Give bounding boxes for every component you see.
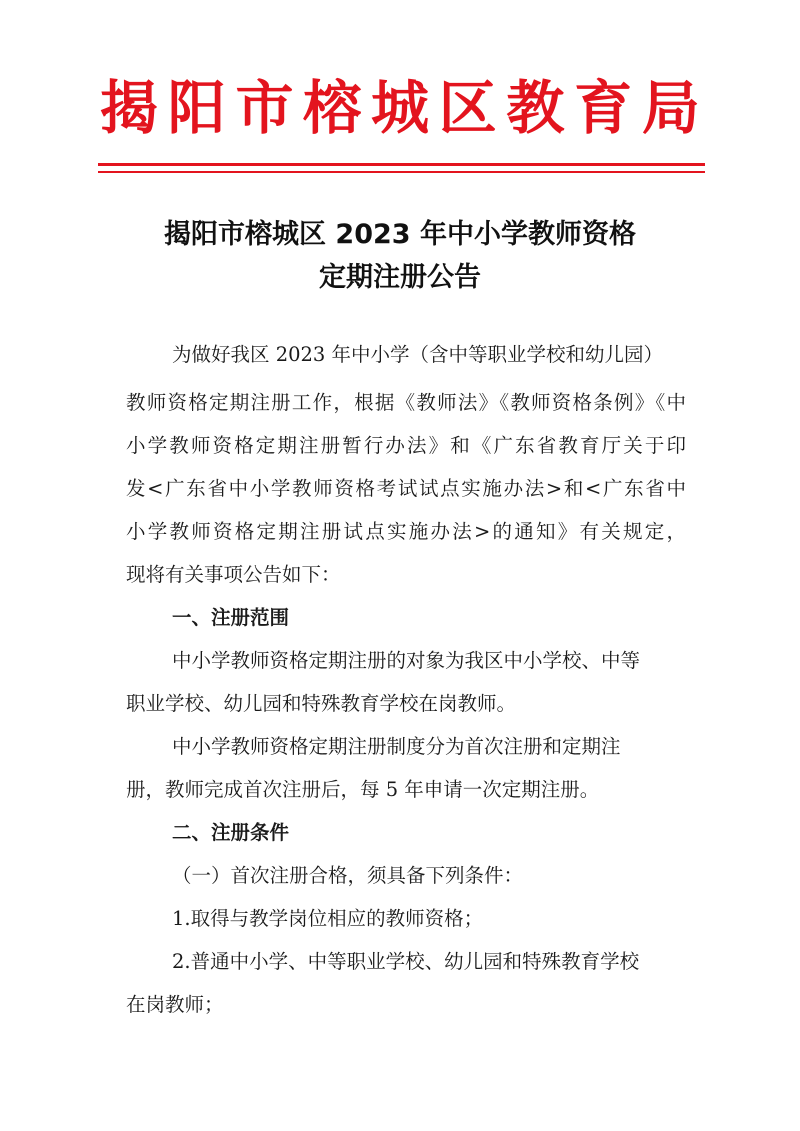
document-title-line2: 定期注册公告 (319, 262, 481, 293)
letterhead-char: 城 (370, 74, 429, 142)
letterhead-char: 市 (235, 74, 294, 142)
list-item: 1.取得与教学岗位相应的教师资格； (172, 907, 484, 930)
section-heading: 一、注册范围 (172, 606, 290, 629)
paragraph-line: 为做好我区 2023 年中小学（含中等职业学校和幼儿园） (172, 343, 664, 366)
letterhead-char: 阳 (167, 74, 226, 142)
letterhead-rule-thick (98, 163, 705, 166)
paragraph-line: 中小学教师资格定期注册的对象为我区中小学校、中等 (172, 649, 641, 672)
letterhead (100, 72, 700, 144)
list-item: 2.普通中小学、中等职业学校、幼儿园和特殊教育学校 (172, 950, 640, 973)
paragraph-line: 现将有关事项公告如下： (126, 563, 341, 586)
list-item-continuation: 在岗教师； (126, 993, 224, 1016)
letterhead-char: 教 (506, 74, 565, 142)
letterhead-char: 区 (438, 74, 497, 142)
section-heading: 二、注册条件 (172, 821, 290, 844)
subsection-line: （一）首次注册合格，须具备下列条件： (172, 864, 524, 887)
paragraph-line: 小学教师资格定期注册暂行办法》和《广东省教育厅关于印 (126, 434, 686, 457)
paragraph-line: 发<广东省中小学教师资格考试试点实施办法>和<广东省中 (126, 477, 686, 500)
paragraph-line: 册，教师完成首次注册后，每 5 年申请一次定期注册。 (126, 778, 600, 801)
letterhead-char: 育 (574, 74, 633, 142)
paragraph-line: 小学教师资格定期注册试点实施办法>的通知》有关规定， (126, 520, 686, 543)
letterhead-char: 榕 (303, 74, 362, 142)
letterhead-char: 局 (641, 74, 700, 142)
document-title-line1: 揭阳市榕城区 2023 年中小学教师资格 (164, 219, 636, 250)
paragraph-line: 职业学校、幼儿园和特殊教育学校在岗教师。 (126, 692, 517, 715)
letterhead-char: 揭 (100, 74, 159, 142)
paragraph-line: 中小学教师资格定期注册制度分为首次注册和定期注 (172, 735, 621, 758)
paragraph-line: 教师资格定期注册工作，根据《教师法》《教师资格条例》《中 (126, 391, 686, 414)
letterhead-rule-thin (98, 171, 705, 173)
